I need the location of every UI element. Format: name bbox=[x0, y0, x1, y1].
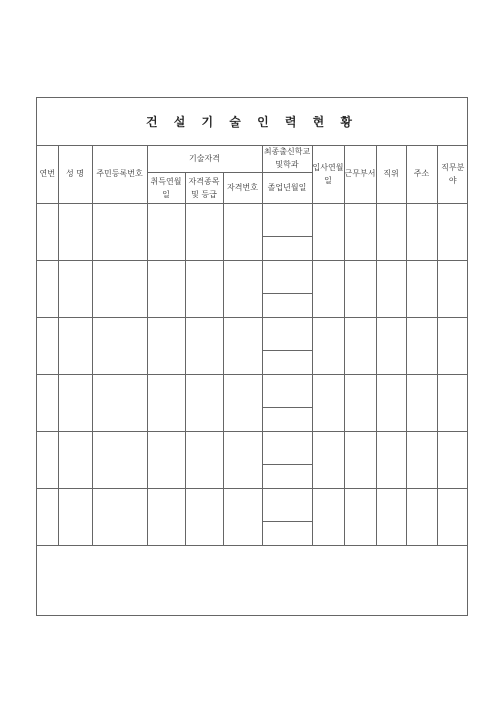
cell-join-date[interactable] bbox=[312, 374, 344, 431]
header-field: 직무분야 bbox=[437, 145, 468, 203]
cell-dept[interactable] bbox=[344, 374, 376, 431]
cell-field[interactable] bbox=[437, 260, 468, 317]
cell-school[interactable] bbox=[262, 317, 312, 350]
header-no: 연번 bbox=[37, 145, 58, 203]
cell-join-date[interactable] bbox=[312, 431, 344, 488]
header-school: 최종출신학교및학과 bbox=[262, 145, 312, 172]
cell-cert-no[interactable] bbox=[223, 374, 262, 431]
cell-name[interactable] bbox=[58, 203, 92, 260]
header-type-grade: 자격종목및 등급 bbox=[185, 172, 223, 203]
cell-acquired-date[interactable] bbox=[147, 260, 185, 317]
cell-acquired-date[interactable] bbox=[147, 431, 185, 488]
header-join-date: 입사연월일 bbox=[312, 145, 344, 203]
cell-rrn[interactable] bbox=[92, 374, 147, 431]
title-area bbox=[37, 98, 467, 146]
cell-field[interactable] bbox=[437, 374, 468, 431]
cell-address[interactable] bbox=[406, 374, 437, 431]
cell-type-grade[interactable] bbox=[185, 431, 223, 488]
cell-type-grade[interactable] bbox=[185, 260, 223, 317]
cell-grad-date[interactable] bbox=[262, 350, 312, 374]
cell-dept[interactable] bbox=[344, 317, 376, 374]
table-row bbox=[37, 431, 468, 464]
cell-rrn[interactable] bbox=[92, 260, 147, 317]
cell-rrn[interactable] bbox=[92, 488, 147, 545]
cell-field[interactable] bbox=[437, 317, 468, 374]
cell-school[interactable] bbox=[262, 431, 312, 464]
cell-position[interactable] bbox=[376, 431, 406, 488]
cell-address[interactable] bbox=[406, 488, 437, 545]
header-position: 직위 bbox=[376, 145, 406, 203]
cell-address[interactable] bbox=[406, 203, 437, 260]
cell-name[interactable] bbox=[58, 374, 92, 431]
table-row bbox=[37, 260, 468, 293]
cell-no[interactable] bbox=[37, 317, 58, 374]
cell-cert-no[interactable] bbox=[223, 431, 262, 488]
cell-position[interactable] bbox=[376, 260, 406, 317]
cell-name[interactable] bbox=[58, 488, 92, 545]
table-row bbox=[37, 317, 468, 350]
form-title: 건 설 기 술 인 력 현 황 bbox=[146, 115, 358, 129]
cell-no[interactable] bbox=[37, 431, 58, 488]
cell-dept[interactable] bbox=[344, 203, 376, 260]
cell-grad-date[interactable] bbox=[262, 464, 312, 488]
cell-cert-no[interactable] bbox=[223, 488, 262, 545]
cell-rrn[interactable] bbox=[92, 317, 147, 374]
cell-school[interactable] bbox=[262, 488, 312, 521]
cell-address[interactable] bbox=[406, 317, 437, 374]
cell-school[interactable] bbox=[262, 374, 312, 407]
cell-address[interactable] bbox=[406, 260, 437, 317]
staff-status-form bbox=[36, 97, 468, 616]
cell-position[interactable] bbox=[376, 374, 406, 431]
header-grad-date: 졸업년월일 bbox=[262, 172, 312, 203]
cell-name[interactable] bbox=[58, 431, 92, 488]
header-rrn: 주민등록번호 bbox=[92, 145, 147, 203]
cell-grad-date[interactable] bbox=[262, 236, 312, 260]
header-qualification: 기술자격 bbox=[147, 145, 262, 172]
cell-type-grade[interactable] bbox=[185, 374, 223, 431]
cell-grad-date[interactable] bbox=[262, 521, 312, 545]
cell-acquired-date[interactable] bbox=[147, 317, 185, 374]
cell-dept[interactable] bbox=[344, 488, 376, 545]
header-address: 주소 bbox=[406, 145, 437, 203]
cell-name[interactable] bbox=[58, 260, 92, 317]
cell-dept[interactable] bbox=[344, 431, 376, 488]
cell-field[interactable] bbox=[437, 488, 468, 545]
cell-school[interactable] bbox=[262, 260, 312, 293]
cell-cert-no[interactable] bbox=[223, 317, 262, 374]
cell-position[interactable] bbox=[376, 317, 406, 374]
header-acquired-date: 취득연월일 bbox=[147, 172, 185, 203]
cell-acquired-date[interactable] bbox=[147, 488, 185, 545]
cell-no[interactable] bbox=[37, 260, 58, 317]
header-cert-no: 자격번호 bbox=[223, 172, 262, 203]
cell-field[interactable] bbox=[437, 431, 468, 488]
cell-field[interactable] bbox=[437, 203, 468, 260]
cell-no[interactable] bbox=[37, 203, 58, 260]
cell-type-grade[interactable] bbox=[185, 488, 223, 545]
cell-rrn[interactable] bbox=[92, 431, 147, 488]
cell-school[interactable] bbox=[262, 203, 312, 236]
cell-type-grade[interactable] bbox=[185, 203, 223, 260]
cell-join-date[interactable] bbox=[312, 260, 344, 317]
cell-acquired-date[interactable] bbox=[147, 203, 185, 260]
cell-no[interactable] bbox=[37, 488, 58, 545]
cell-grad-date[interactable] bbox=[262, 293, 312, 317]
cell-no[interactable] bbox=[37, 374, 58, 431]
cell-address[interactable] bbox=[406, 431, 437, 488]
table-row bbox=[37, 488, 468, 521]
cell-join-date[interactable] bbox=[312, 488, 344, 545]
header-dept: 근무부서 bbox=[344, 145, 376, 203]
cell-join-date[interactable] bbox=[312, 317, 344, 374]
header-row-1 bbox=[37, 145, 468, 172]
personnel-table bbox=[37, 145, 468, 546]
table-row bbox=[37, 203, 468, 236]
cell-type-grade[interactable] bbox=[185, 317, 223, 374]
footer-area bbox=[37, 558, 467, 616]
cell-cert-no[interactable] bbox=[223, 203, 262, 260]
cell-name[interactable] bbox=[58, 317, 92, 374]
cell-dept[interactable] bbox=[344, 260, 376, 317]
cell-position[interactable] bbox=[376, 488, 406, 545]
cell-cert-no[interactable] bbox=[223, 260, 262, 317]
table-row bbox=[37, 374, 468, 407]
cell-position[interactable] bbox=[376, 203, 406, 260]
cell-join-date[interactable] bbox=[312, 203, 344, 260]
cell-rrn[interactable] bbox=[92, 203, 147, 260]
cell-grad-date[interactable] bbox=[262, 407, 312, 431]
header-name: 성 명 bbox=[58, 145, 92, 203]
cell-acquired-date[interactable] bbox=[147, 374, 185, 431]
